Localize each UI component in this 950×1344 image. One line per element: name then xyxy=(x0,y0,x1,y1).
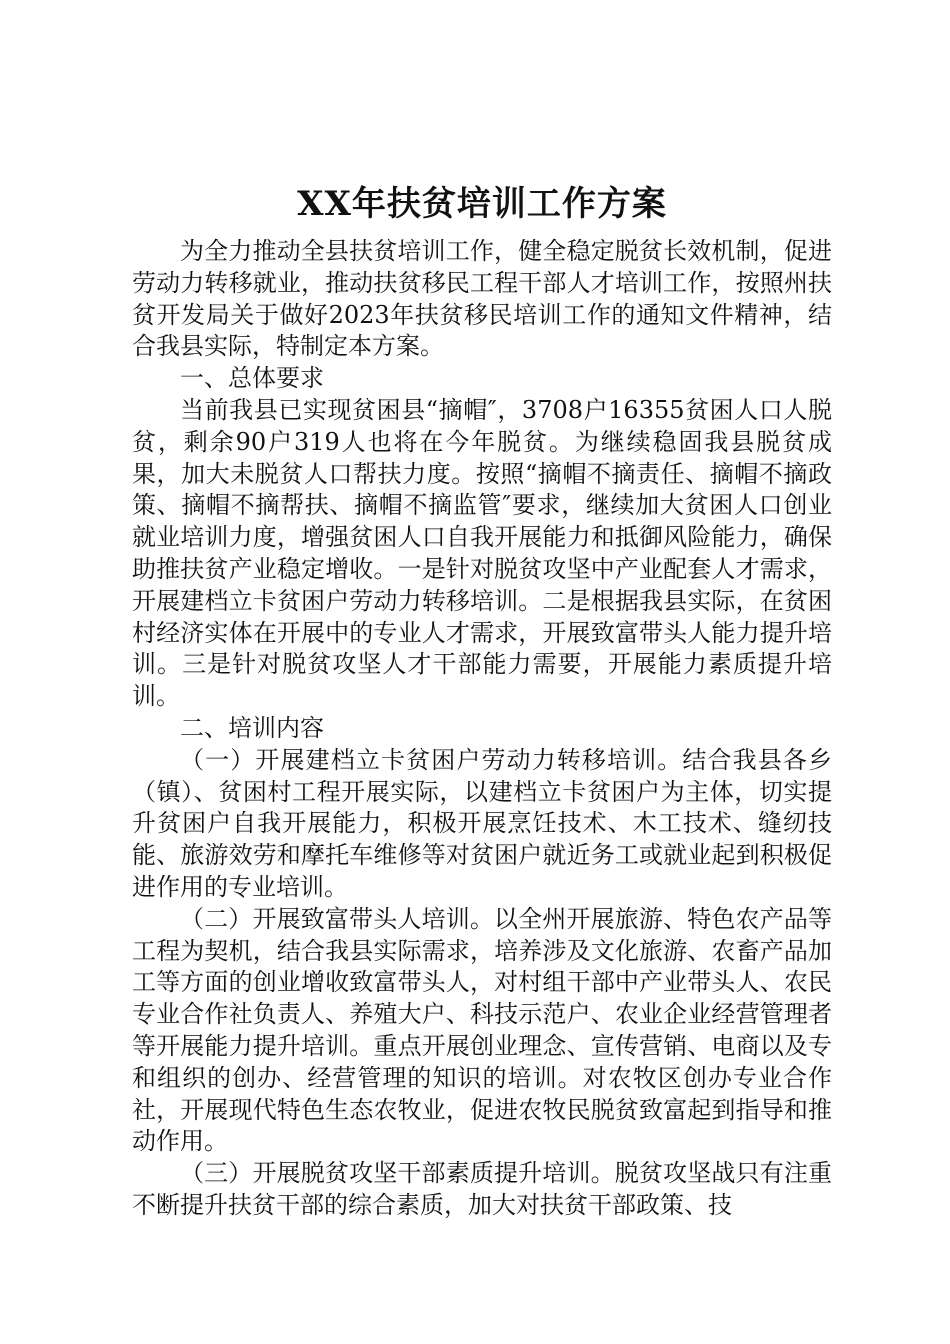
intro-paragraph: 为全力推动全县扶贫培训工作，健全稳定脱贫长效机制，促进劳动力转移就业，推动扶贫移民工程干部人才培训工作，按照州扶贫开发局关于做好2023年扶贫移民培训工作的通知文件精神，结合我县实际，特制定本方案。 xyxy=(132,237,832,361)
section-heading-general-requirements: 一、总体要求 xyxy=(180,364,324,393)
section-heading-training-content: 二、培训内容 xyxy=(180,713,324,742)
general-requirements-paragraph: 当前我县已实现贫困县“摘帽″，3708户16355贫困人口人脱贫，剩余90户319人也将在今年脱贫。为继续稳固我县脱贫成果，加大未脱贫人口帮扶力度。按照“摘帽不摘责任、摘帽不摘政策、摘帽不摘帮扶、摘帽不摘监管″要求，继续加大贫困人口创业就业培训力度，增强贫困人口自我开展能力和抵御风险能力，确保助推扶贫产业稳定增收。一是针对脱贫攻坚中产业配套人才需求，开展建档立卡贫困户劳动力转移培训。二是根据我县实际，在贫困村经济实体在开展中的专业人才需求，开展致富带头人能力提升培训。三是针对脱贫攻坚人才干部能力需要，开展能力素质提升培训。 xyxy=(132,395,832,711)
training-item-2-paragraph: （二）开展致富带头人培训。以全州开展旅游、特色农产品等工程为契机，结合我县实际需求，培养涉及文化旅游、农畜产品加工等方面的创业增收致富带头人，对村组干部中产业带头人、农民专业合作社负责人、养殖大户、科技示范户、农业企业经营管理者等开展能力提升培训。重点开展创业理念、宣传营销、电商以及专和组织的创办、经营管理的知识的培训。对农牧区创办专业合作社，开展现代特色生态农牧业，促进农牧民脱贫致富起到指导和推动作用。 xyxy=(132,904,832,1156)
document-title: XX年扶贫培训工作方案 xyxy=(297,184,667,224)
training-item-1-paragraph: （一）开展建档立卡贫困户劳动力转移培训。结合我县各乡（镇）、贫困村工程开展实际，以建档立卡贫困户为主体，切实提升贫困户自我开展能力，积极开展烹饪技术、木工技术、缝纫技能、旅游效劳和摩托车维修等对贫困户就近务工或就业起到积极促进作用的专业培训。 xyxy=(132,745,832,901)
training-item-3-paragraph: （三）开展脱贫攻坚干部素质提升培训。脱贫攻坚战只有注重不断提升扶贫干部的综合素质，加大对扶贫干部政策、技 xyxy=(132,1159,832,1219)
document-page xyxy=(132,176,832,1222)
